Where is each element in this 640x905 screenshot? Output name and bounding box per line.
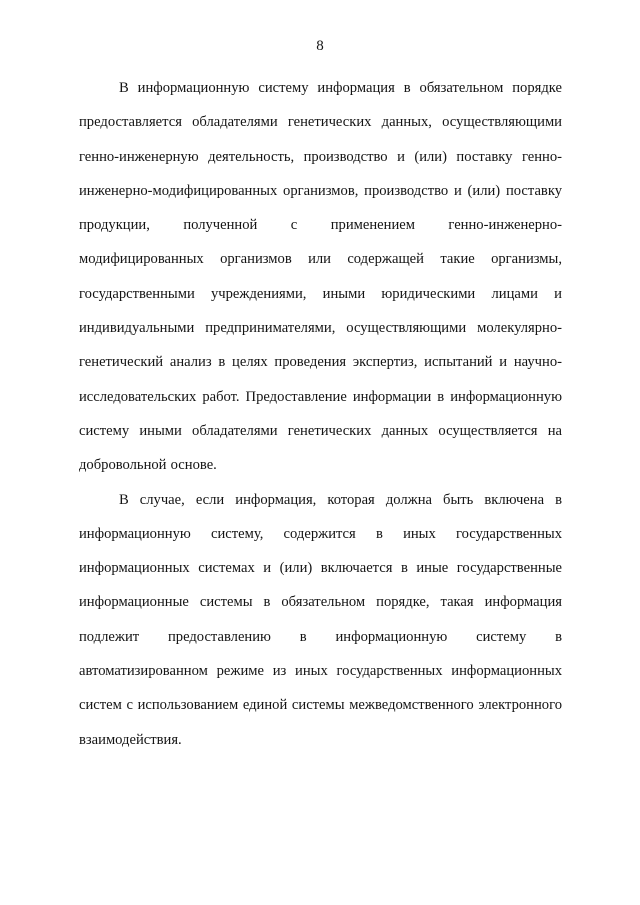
document-body — [79, 71, 562, 757]
paragraph-1: В информационную систему информация в обязательном порядке предоставляется обладателями генетических данных, осуществляющими генно-инженерную деятельность, производство и (или) поставку генно-инженерно-модифицированных организмов, производство и (или) поставку продукции, полученной с применением генно-инженерно-модифицированных организмов или содержащей такие организмы, государственными учреждениями, иными юридическими лицами и индивидуальными предпринимателями, осуществляющими молекулярно-генетический анализ в целях проведения экспертиз, испытаний и научно-исследовательских работ. Предоставление информации в информационную систему иными обладателями генетических данных осуществляется на добровольной основе. — [79, 80, 562, 474]
paragraph-2: В случае, если информация, которая должна быть включена в информационную систему, содержится в иных государственных информационных системах и (или) включается в иные государственные информационные системы в обязательном порядке, такая информация подлежит предоставлению в информационную систему в автоматизированном режиме из иных государственных информационных систем с использованием единой системы межведомственного электронного взаимодействия. — [79, 491, 562, 748]
page-number: 8 — [316, 38, 324, 54]
